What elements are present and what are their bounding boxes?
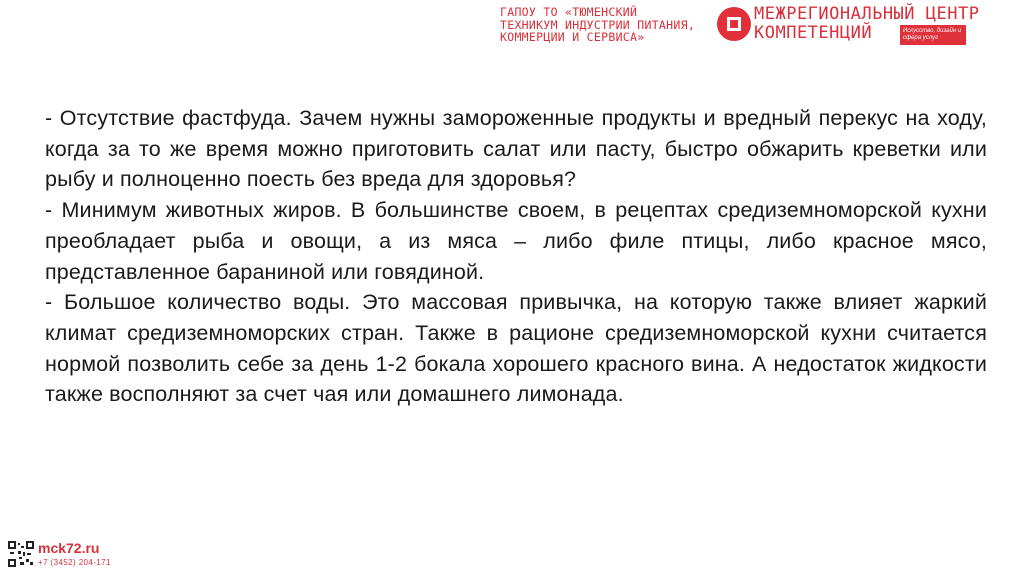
footer-website: mck72.ru <box>38 540 100 556</box>
organization-name <box>500 6 712 44</box>
organization-name-line: ГАПОУ ТО «ТЮМЕНСКИЙ <box>500 5 638 19</box>
paragraph-water: - Большое количество воды. Это массовая привычка, на которую также влияет жаркий климат средиземноморских стран. Также в рационе средиземноморской кухни считается нормой позволить себе за день 1-2 бокала хорошего красного вина. А недостаток жидкости также восполняют за счет чая или домашнего лимонада. <box>45 290 987 407</box>
paragraph-animal-fats: - Минимум животных жиров. В большинстве своем, в рецептах средиземноморской кухни преобладает рыба и овощи, а из мяса – либо филе птицы, либо красное мясо, представленное бараниной или говядиной. <box>45 198 987 284</box>
organization-name-line: ТЕХНИКУМ ИНДУСТРИИ ПИТАНИЯ, <box>500 17 696 32</box>
paragraph-no-fastfood: - Отсутствие фастфуда. Зачем нужны замороженные продукты и вредный перекус на ходу, когда за то же время можно приготовить салат или пасту, быстро обжарить креветки или рыбу и полноценно поесть без вреда для здоровья? <box>45 106 987 192</box>
footer-phone: +7 (3452) 204-171 <box>38 558 111 567</box>
slide-body <box>45 103 987 410</box>
category-badge: Искусство, дизайн и сфера услуг <box>900 25 966 45</box>
competence-center-title-line: КОМПЕТЕНЦИЙ <box>754 23 873 43</box>
competence-center-title-line: МЕЖРЕГИОНАЛЬНЫЙ ЦЕНТР <box>754 4 980 24</box>
competence-center-logo-icon <box>716 6 752 42</box>
organization-name-line: КОММЕРЦИИ И СЕРВИСА» <box>500 30 645 44</box>
qr-code-icon <box>8 541 34 567</box>
